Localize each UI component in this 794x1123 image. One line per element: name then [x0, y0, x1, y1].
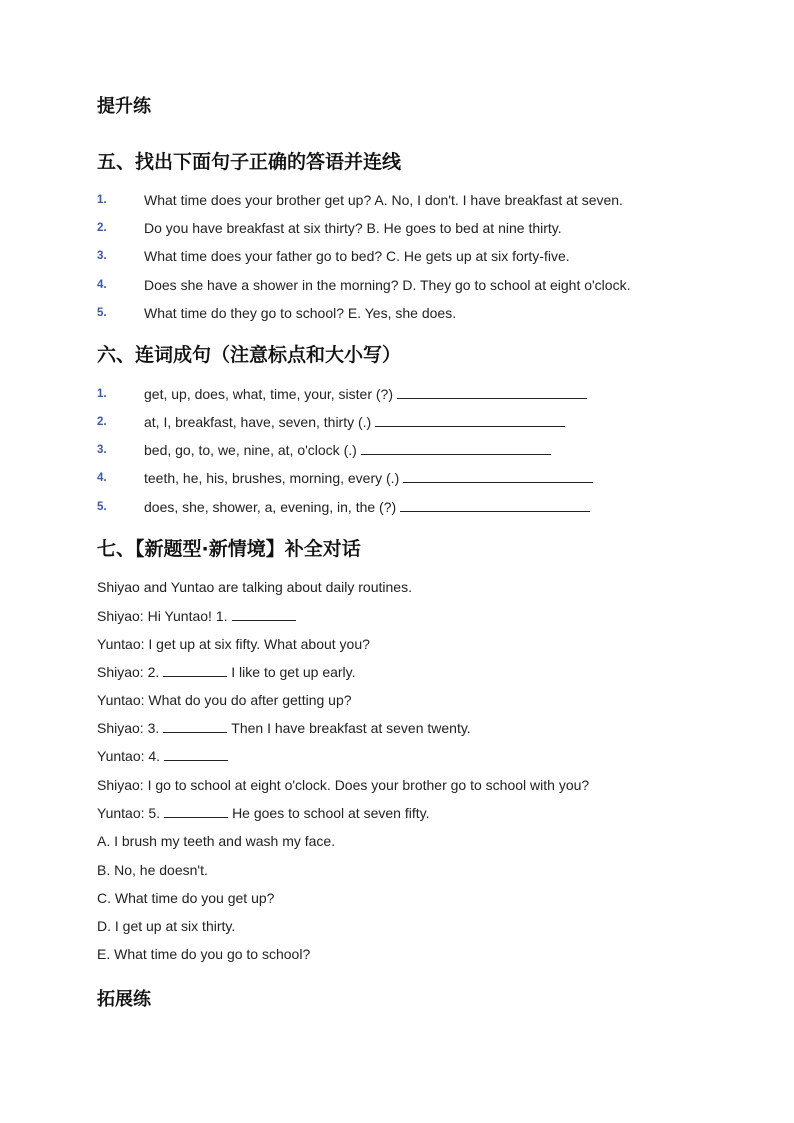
item-text: Does she have a shower in the morning? D. They go to school at eight o'clock. — [144, 277, 631, 293]
dialogue-line: Shiyao: I go to school at eight o'clock. Does your brother go to school with you? — [97, 777, 590, 793]
item-number: 2. — [97, 222, 107, 234]
dialogue-line: Shiyao: Hi Yuntao! 1. — [97, 606, 300, 626]
answer-blank[interactable] — [163, 719, 227, 733]
list-item — [97, 218, 697, 238]
list-item — [97, 190, 697, 210]
item-text: at, I, breakfast, have, seven, thirty (.) — [144, 412, 565, 432]
list-item — [97, 440, 697, 460]
item-number: 3. — [97, 444, 107, 456]
item-text: get, up, does, what, time, your, sister (?) — [144, 384, 587, 404]
list-item — [97, 497, 697, 517]
dialogue-line: Yuntao: What do you do after getting up? — [97, 692, 352, 708]
list-item — [97, 468, 697, 488]
answer-blank[interactable] — [164, 804, 228, 818]
dialogue-line: Yuntao: I get up at six fifty. What about you? — [97, 636, 370, 652]
item-number: 1. — [97, 388, 107, 400]
item-number: 5. — [97, 501, 107, 513]
option-item: C. What time do you get up? — [97, 890, 275, 906]
item-number: 3. — [97, 250, 107, 262]
item-text: bed, go, to, we, nine, at, o'clock (.) — [144, 440, 551, 460]
answer-blank[interactable] — [164, 747, 228, 761]
item-text: teeth, he, his, brushes, morning, every (.) — [144, 468, 593, 488]
item-number: 4. — [97, 279, 107, 291]
answer-blank[interactable] — [403, 469, 593, 483]
item-number: 5. — [97, 307, 107, 319]
option-item: A. I brush my teeth and wash my face. — [97, 833, 336, 849]
heading-tisheng: 提升练 — [97, 96, 151, 117]
list-item — [97, 303, 697, 323]
item-text: What time does your father go to bed? C. He gets up at six forty-five. — [144, 248, 570, 264]
dialogue-line: Yuntao: 5. He goes to school at seven fifty. — [97, 805, 430, 821]
heading-tuozhan: 拓展练 — [97, 989, 151, 1010]
item-number: 2. — [97, 416, 107, 428]
item-text: does, she, shower, a, evening, in, the (?) — [144, 497, 590, 517]
answer-blank[interactable] — [232, 607, 296, 621]
list-item — [97, 275, 697, 295]
answer-blank[interactable] — [361, 441, 551, 455]
heading-section-6: 六、连词成句（注意标点和大小写） — [97, 344, 402, 366]
option-item: B. No, he doesn't. — [97, 862, 208, 878]
item-text: Do you have breakfast at six thirty? B. He goes to bed at nine thirty. — [144, 220, 562, 236]
item-number: 1. — [97, 194, 107, 206]
dialogue-line: Shiyao: 2. I like to get up early. — [97, 664, 356, 680]
item-number: 4. — [97, 472, 107, 484]
list-item — [97, 246, 697, 266]
list-item — [97, 384, 697, 404]
dialogue-intro: Shiyao and Yuntao are talking about daily routines. — [97, 579, 412, 595]
dialogue-line: Shiyao: 3. Then I have breakfast at seven twenty. — [97, 720, 471, 736]
answer-blank[interactable] — [400, 498, 590, 512]
dialogue-line: Yuntao: 4. — [97, 746, 232, 766]
answer-blank[interactable] — [163, 663, 227, 677]
heading-section-7: 七、【新题型·新情境】补全对话 — [97, 538, 361, 560]
option-item: D. I get up at six thirty. — [97, 918, 236, 934]
item-text: What time do they go to school? E. Yes, she does. — [144, 305, 457, 321]
heading-section-5: 五、找出下面句子正确的答语并连线 — [97, 151, 402, 173]
option-item: E. What time do you go to school? — [97, 946, 311, 962]
answer-blank[interactable] — [397, 385, 587, 399]
item-text: What time does your brother get up? A. No, I don't. I have breakfast at seven. — [144, 192, 623, 208]
answer-blank[interactable] — [375, 413, 565, 427]
list-item — [97, 412, 697, 432]
